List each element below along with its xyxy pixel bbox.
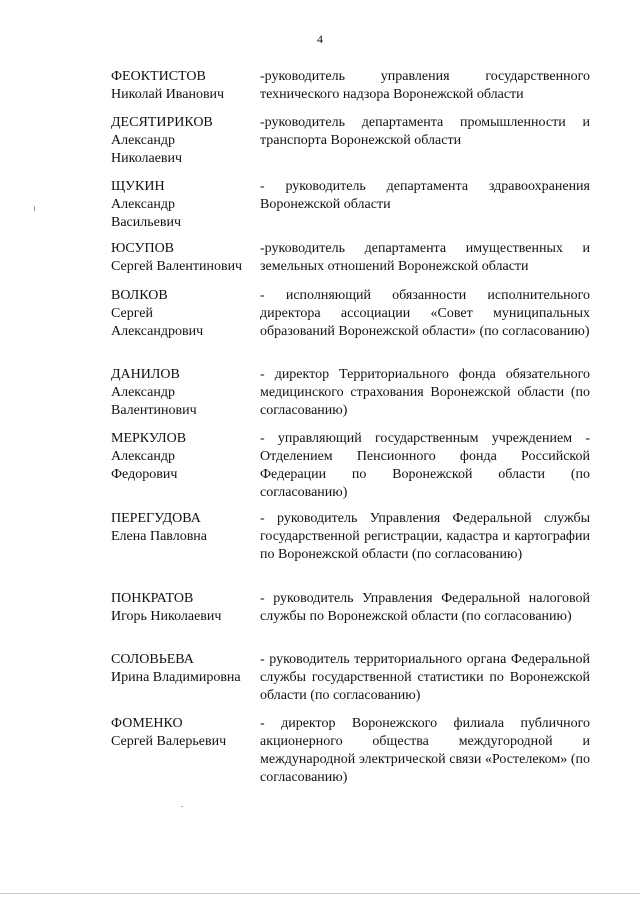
member-name xyxy=(111,430,257,484)
member-given-name: Сергей Валентинович xyxy=(111,259,243,274)
member-surname: ВОЛКОВ xyxy=(111,288,168,303)
member-given-name: Елена Павловна xyxy=(111,529,208,544)
member-surname: ФЕОКТИСТОВ xyxy=(111,69,206,84)
member-given-name: Сергей Валерьевич xyxy=(111,734,227,749)
member-position: - исполняющий обязанности исполнительного директора ассоциации «Совет муниципальных образований Воронежской области» (по согласованию) xyxy=(260,288,590,339)
member-name xyxy=(111,114,257,168)
member-patronymic: Васильевич xyxy=(111,215,181,230)
member-patronymic: Александрович xyxy=(111,324,204,339)
scan-speck xyxy=(34,206,35,211)
member-position: - руководитель департамента здравоохранения Воронежской области xyxy=(260,179,590,212)
member-position: - руководитель территориального органа Федеральной службы государственной статистики по Воронежской области (по согласованию) xyxy=(260,652,590,703)
member-surname: ЮСУПОВ xyxy=(111,241,175,256)
member-patronymic: Николаевич xyxy=(111,151,183,166)
member-given-name: Александр xyxy=(111,385,175,400)
member-surname: ПЕРЕГУДОВА xyxy=(111,511,201,526)
member-given-name: Ирина Владимировна xyxy=(111,670,241,685)
member-position: -руководитель департамента промышленности и транспорта Воронежской области xyxy=(260,115,590,148)
member-given-name: Сергей xyxy=(111,306,153,321)
member-name xyxy=(111,510,257,546)
member-given-name: Александр xyxy=(111,449,175,464)
member-position: -руководитель департамента имущественных и земельных отношений Воронежской области xyxy=(260,241,590,274)
member-name xyxy=(111,366,257,420)
page-number: 4 xyxy=(317,32,323,46)
member-position: - директор Территориального фонда обязательного медицинского страхования Воронежской области (по согласованию) xyxy=(260,367,590,418)
member-surname: ЩУКИН xyxy=(111,179,165,194)
member-surname: ПОНКРАТОВ xyxy=(111,591,194,606)
member-position: - руководитель Управления Федеральной налоговой службы по Воронежской области (по согласованию) xyxy=(260,591,590,624)
member-surname: МЕРКУЛОВ xyxy=(111,431,187,446)
member-surname: ДАНИЛОВ xyxy=(111,367,180,382)
member-name xyxy=(111,590,257,626)
member-name xyxy=(111,715,257,751)
member-surname: СОЛОВЬЕВА xyxy=(111,652,194,667)
member-position: - директор Воронежского филиала публичного акционерного общества междугородной и международной электрической связи «Ростелеком» (по согласованию) xyxy=(260,716,590,785)
member-position: -руководитель управления государственного технического надзора Воронежской области xyxy=(260,69,590,102)
member-name xyxy=(111,68,257,104)
member-name xyxy=(111,287,257,341)
member-given-name: Игорь Николаевич xyxy=(111,609,222,624)
member-surname: ДЕСЯТИРИКОВ xyxy=(111,115,213,130)
scan-speck xyxy=(181,806,183,807)
scan-edge-line xyxy=(0,893,640,894)
member-name xyxy=(111,178,257,232)
member-position: - управляющий государственным учреждением - Отделением Пенсионного фонда Российской Федерации по Воронежской области (по согласованию) xyxy=(260,431,590,500)
member-name xyxy=(111,651,257,687)
member-given-name: Николай Иванович xyxy=(111,87,225,102)
member-given-name: Александр xyxy=(111,197,175,212)
member-name xyxy=(111,240,257,276)
member-patronymic: Федорович xyxy=(111,467,178,482)
member-given-name: Александр xyxy=(111,133,175,148)
member-position: - руководитель Управления Федеральной службы государственной регистрации, кадастра и картографии по Воронежской области (по согласованию) xyxy=(260,511,590,562)
member-surname: ФОМЕНКО xyxy=(111,716,183,731)
member-patronymic: Валентинович xyxy=(111,403,197,418)
